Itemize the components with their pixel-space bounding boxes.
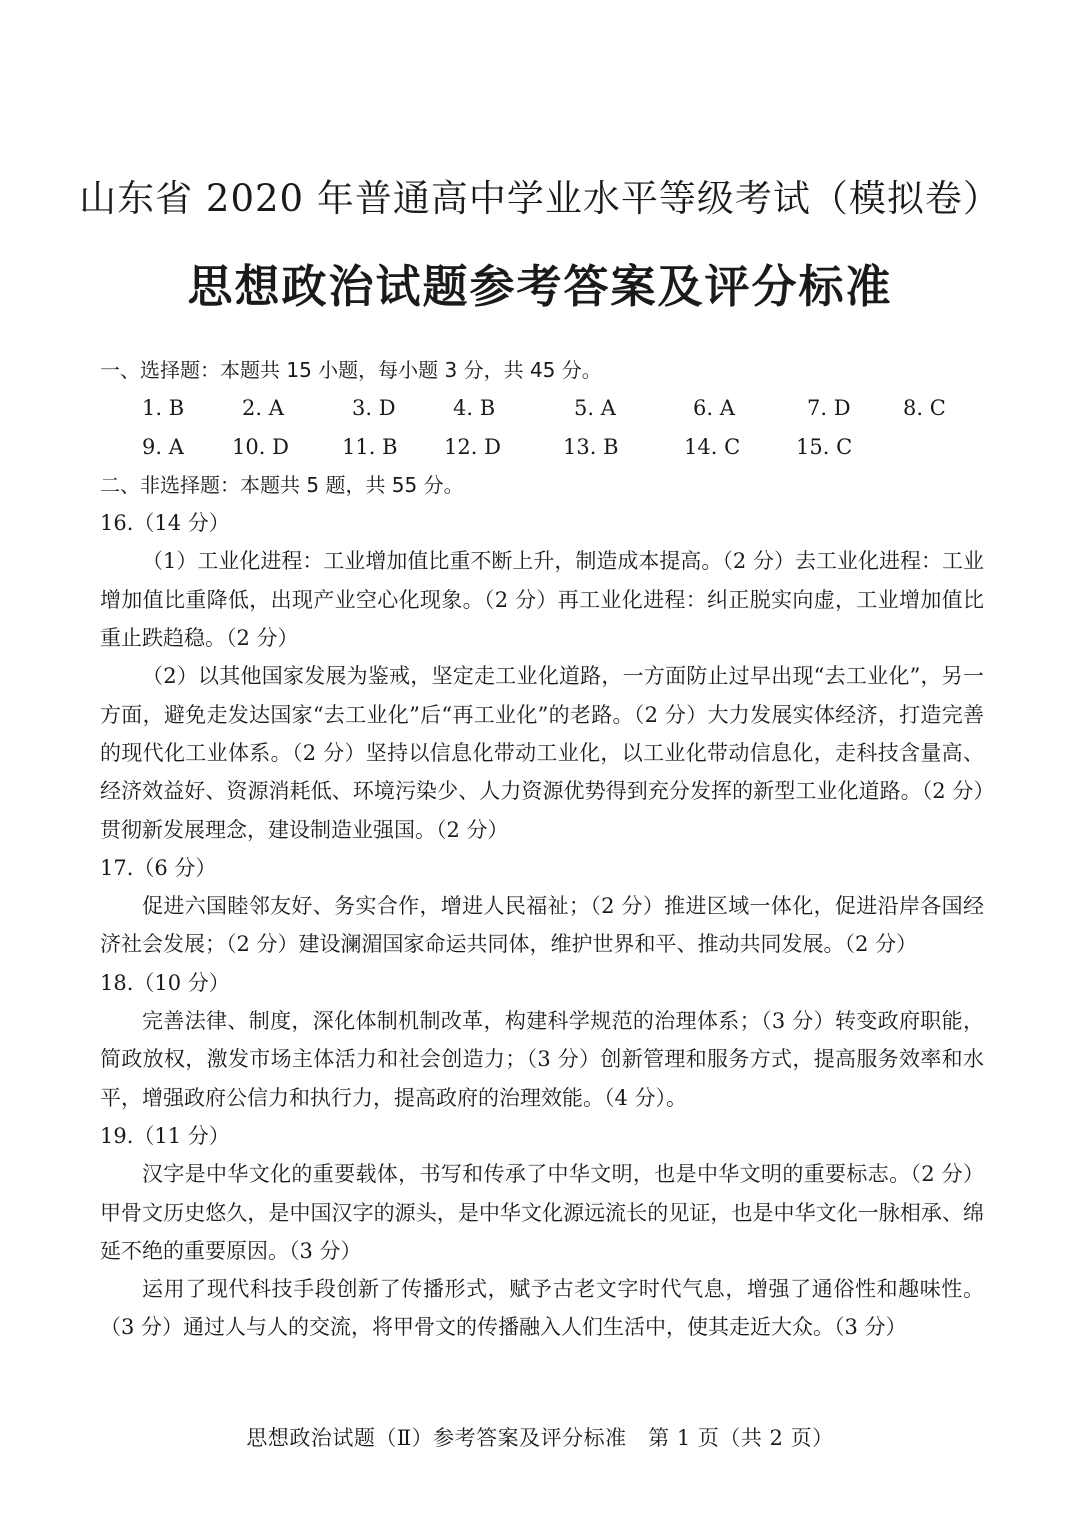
question-16-label: 16.（14 分） (100, 511, 230, 536)
multiple-choice-answers (100, 389, 984, 466)
document-subtitle: 思想政治试题参考答案及评分标准 (187, 260, 893, 313)
question-18-label: 18.（10 分） (100, 970, 230, 995)
page-footer: 思想政治试题（Ⅱ）参考答案及评分标准 第 1 页（共 2 页） (246, 1426, 834, 1450)
answer-item: 3. D (352, 396, 396, 421)
question-16-answer-part2: （2）以其他国家发展为鉴戒，坚定走工业化道路，一方面防止过早出现“去工业化”，另一方面，避免走发达国家“去工业化”后“再工业化”的老路。（2 分）大力发展实体经济，打造完善的现代化工业体系。（2 分）坚持以信息化带动工业化，以工业化带动信息化，走科技含量高、经济效益好、资源消耗低、环境污染少、人力资源优势得到充分发挥的新型工业化道路。（2 分）贯彻新发展理念，建设制造业强国。（2 分） (100, 664, 984, 842)
answer-row (142, 389, 984, 427)
question-19-answer-part1: 汉字是中华文化的重要载体，书写和传承了中华文明，也是中华文明的重要标志。（2 分）甲骨文历史悠久，是中国汉字的源头，是中华文化源远流长的见证，也是中华文化一脉相承、绵延不绝的重要原因。（3 分） (100, 1162, 984, 1263)
section-heading-free-response: 二、非选择题：本题共 5 题，共 55 分。 (100, 472, 464, 497)
answer-item: 12. D (444, 434, 501, 459)
answer-item: 6. A (693, 396, 735, 421)
question-17-label: 17.（6 分） (100, 855, 217, 880)
question-17-answer: 促进六国睦邻友好、务实合作，增进人民福祉；（2 分）推进区域一体化，促进沿岸各国经济社会发展；（2 分）建设澜湄国家命运共同体，维护世界和平、推动共同发展。（2 分） (100, 894, 984, 957)
section-heading-multiple-choice: 一、选择题：本题共 15 小题，每小题 3 分，共 45 分。 (100, 358, 602, 382)
answer-item: 9. A (142, 434, 184, 459)
document-body (100, 351, 984, 1347)
exam-title: 山东省 2020 年普通高中学业水平等级考试（模拟卷） (79, 177, 1001, 220)
question-19-label: 19.（11 分） (100, 1123, 230, 1148)
question-16-answer-part1: （1）工业化进程：工业增加值比重不断上升，制造成本提高。（2 分）去工业化进程：工业增加值比重降低，出现产业空心化现象。（2 分）再工业化进程：纠正脱实向虚，工业增加值比重止跌趋稳。（2 分） (100, 549, 984, 651)
question-18-answer: 完善法律、制度，深化体制机制改革，构建科学规范的治理体系；（3 分）转变政府职能，简政放权，激发市场主体活力和社会创造力；（3 分）创新管理和服务方式，提高服务效率和水平，增强政府公信力和执行力，提高政府的治理效能。（4 分）。 (100, 1009, 984, 1110)
answer-item: 5. A (574, 396, 616, 421)
answer-item: 14. C (684, 434, 741, 459)
answer-item: 11. B (342, 434, 398, 459)
answer-item: 15. C (796, 434, 853, 459)
answer-item: 10. D (232, 434, 289, 459)
answer-item: 2. A (242, 396, 284, 421)
question-19-answer-part2: 运用了现代科技手段创新了传播形式，赋予古老文字时代气息，增强了通俗性和趣味性。（3 分）通过人与人的交流，将甲骨文的传播融入人们生活中，使其走近大众。（3 分） (100, 1277, 984, 1340)
answer-item: 4. B (453, 396, 496, 421)
answer-item: 7. D (807, 396, 851, 421)
answer-item: 13. B (563, 434, 619, 459)
answer-item: 8. C (903, 396, 946, 421)
answer-item: 1. B (142, 396, 185, 421)
answer-row (142, 428, 984, 466)
